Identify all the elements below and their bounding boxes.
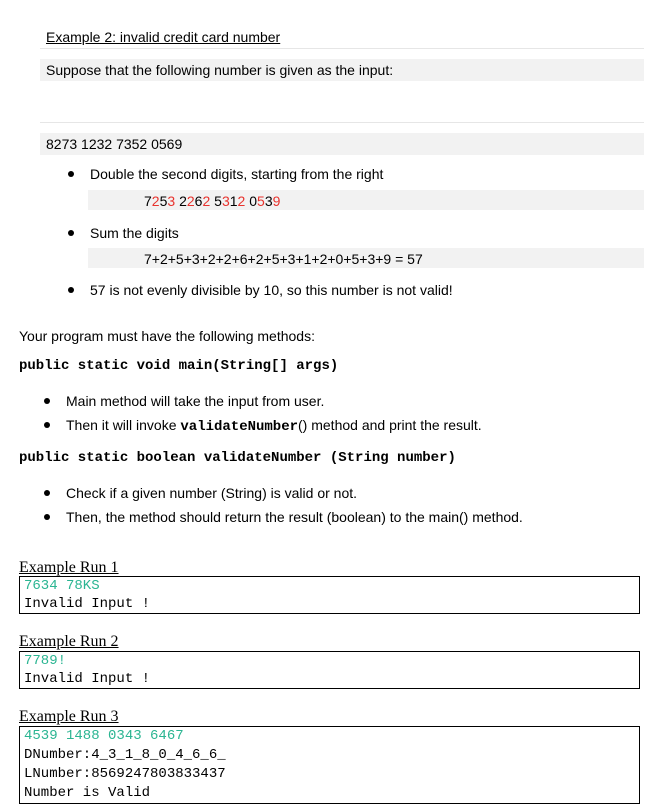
run3-label: Example Run 3	[19, 708, 119, 725]
digit: 0	[249, 193, 258, 209]
run1-label: Example Run 1	[19, 559, 119, 576]
digit: 5	[257, 193, 265, 209]
run3-result: Number is Valid	[24, 785, 151, 801]
digit: 6	[194, 193, 203, 209]
run2-console	[19, 651, 640, 689]
run3-console	[19, 726, 640, 804]
digit: 5	[159, 193, 168, 209]
bullet-icon	[44, 490, 50, 496]
card-number: 8273 1232 7352 0569	[46, 136, 183, 152]
digit: 2	[202, 193, 211, 209]
run1-output: Invalid Input !	[24, 596, 151, 612]
step-double-label: Double the second digits, starting from the right	[90, 166, 384, 182]
methods-intro: Your program must have the following methods:	[19, 328, 315, 344]
step-sum-label: Sum the digits	[90, 225, 179, 241]
text: () method and print the result.	[298, 417, 482, 433]
digit: 2	[179, 193, 187, 209]
bullet-icon	[68, 171, 74, 177]
validate-bullet-1: Check if a given number (String) is valid or not.	[66, 485, 358, 501]
bullet-icon	[68, 287, 74, 293]
run2-input: 7789!	[24, 653, 67, 669]
main-signature: public static void main(String[] args)	[19, 358, 339, 374]
doubled-digits	[144, 193, 280, 209]
text: Then it will invoke	[66, 417, 181, 433]
validate-signature: public static boolean validateNumber (String number)	[19, 450, 456, 466]
digit: 3	[264, 193, 273, 209]
digit: 3	[221, 193, 230, 209]
main-bullet-1: Main method will take the input from user.	[66, 393, 325, 409]
run3-lnumber: LNumber:8569247803833437	[24, 766, 226, 782]
run3-dnumber: DNumber:4_3_1_8_0_4_6_6_	[24, 747, 226, 763]
digit: 2	[151, 193, 160, 209]
bullet-icon	[44, 422, 50, 428]
divider	[40, 122, 644, 123]
bullet-icon	[44, 398, 50, 404]
bullet-icon	[68, 230, 74, 236]
run1-console	[19, 576, 640, 614]
digit: 2	[237, 193, 246, 209]
run2-output: Invalid Input !	[24, 671, 151, 687]
sum-expression: 7+2+5+3+2+2+6+2+5+3+1+2+0+5+3+9 = 57	[144, 251, 423, 267]
example-title: Example 2: invalid credit card number	[46, 29, 281, 45]
digit: 1	[229, 193, 238, 209]
digit: 9	[272, 193, 281, 209]
divider	[40, 48, 644, 49]
digit: 2	[186, 193, 195, 209]
run1-input: 7634 78KS	[24, 578, 100, 594]
intro-text: Suppose that the following number is given as the input:	[46, 62, 394, 78]
run3-input: 4539 1488 0343 6467	[24, 728, 184, 744]
run2-label: Example Run 2	[19, 633, 119, 650]
validate-bullet-2: Then, the method should return the result (boolean) to the main() method.	[66, 509, 523, 525]
method-name: validateNumber	[180, 419, 299, 435]
conclusion-text: 57 is not evenly divisible by 10, so this number is not valid!	[90, 282, 453, 298]
digit: 5	[214, 193, 222, 209]
digit: 7	[144, 193, 152, 209]
bullet-icon	[44, 514, 50, 520]
digit: 3	[167, 193, 176, 209]
main-bullet-2	[66, 417, 482, 435]
